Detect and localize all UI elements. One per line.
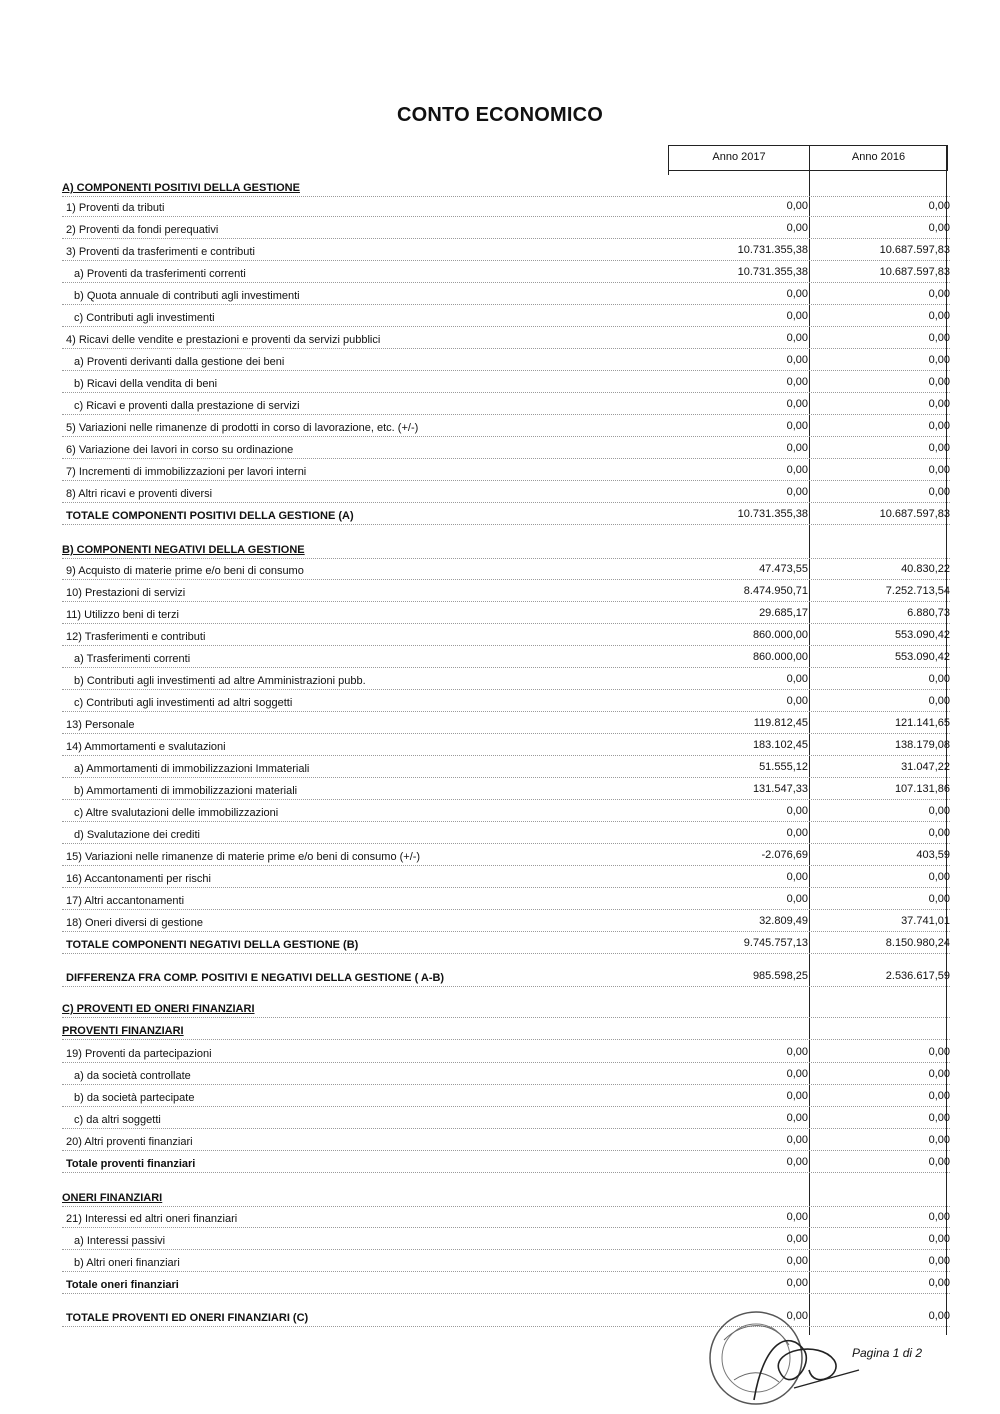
- total-row: [62, 1150, 950, 1173]
- row-label: Totale proventi finanziari: [66, 1158, 196, 1170]
- table-row: [62, 821, 950, 844]
- value-2017: 119.812,45: [753, 717, 808, 729]
- value-2017: 0,00: [786, 871, 808, 883]
- table-row: [62, 194, 950, 217]
- value-2016: 0,00: [928, 695, 950, 707]
- value-2016: 40.830,22: [901, 563, 950, 575]
- row-label: b) Ammortamenti di immobilizzazioni materiali: [74, 785, 298, 797]
- value-2017: 10.731.355,38: [737, 244, 808, 256]
- row-label: 11) Utilizzo beni di terzi: [66, 609, 179, 621]
- total-row: [62, 931, 950, 954]
- value-2016: 0,00: [928, 442, 950, 454]
- value-2016: 0,00: [928, 827, 950, 839]
- value-2017: 47.473,55: [759, 563, 808, 575]
- value-2017: 0,00: [786, 1090, 808, 1102]
- value-2017: 131.547,33: [752, 783, 808, 795]
- value-2017: 0,00: [786, 222, 808, 234]
- row-label: B) COMPONENTI NEGATIVI DELLA GESTIONE: [62, 544, 305, 556]
- value-2016: 553.090,42: [894, 629, 950, 641]
- table-row: [62, 689, 950, 712]
- value-2016: 0,00: [928, 398, 950, 410]
- value-2017: 0,00: [786, 1156, 808, 1168]
- row-label: Totale oneri finanziari: [66, 1279, 179, 1291]
- value-2017: 0,00: [786, 1134, 808, 1146]
- value-2016: 0,00: [928, 332, 950, 344]
- row-label: a) da società controllate: [74, 1070, 191, 1082]
- table-row: [62, 414, 950, 437]
- row-label: b) Quota annuale di contributi agli investimenti: [74, 290, 300, 302]
- table-row: [62, 326, 950, 349]
- value-2016: 0,00: [928, 1134, 950, 1146]
- value-2016: 553.090,42: [894, 651, 950, 663]
- value-2016: 0,00: [928, 288, 950, 300]
- value-2017: 0,00: [786, 288, 808, 300]
- value-2016: 31.047,22: [901, 761, 950, 773]
- value-2016: 0,00: [928, 1255, 950, 1267]
- value-2017: 0,00: [786, 827, 808, 839]
- row-label: 14) Ammortamenti e svalutazioni: [66, 741, 226, 753]
- value-2016: 0,00: [928, 464, 950, 476]
- row-label: 12) Trasferimenti e contributi: [66, 631, 206, 643]
- value-2017: 860.000,00: [752, 651, 808, 663]
- value-2016: 138.179,08: [894, 739, 950, 751]
- value-2017: 0,00: [786, 486, 808, 498]
- row-label: c) Altre svalutazioni delle immobilizzazioni: [74, 807, 279, 819]
- value-2016: 10.687.597,83: [879, 508, 950, 520]
- table-row: [62, 436, 950, 459]
- value-2017: 0,00: [786, 200, 808, 212]
- table-row: [62, 865, 950, 888]
- section-heading-row: [62, 995, 950, 1018]
- table-row: [62, 260, 950, 283]
- row-label: c) da altri soggetti: [74, 1114, 161, 1126]
- row-label: d) Svalutazione dei crediti: [74, 829, 200, 841]
- value-2016: 0,00: [928, 1090, 950, 1102]
- value-2016: 2.536.617,59: [885, 970, 950, 982]
- row-label: a) Interessi passivi: [74, 1235, 166, 1247]
- value-2016: 0,00: [928, 871, 950, 883]
- row-label: TOTALE COMPONENTI NEGATIVI DELLA GESTIONE (B): [66, 939, 359, 951]
- value-2017: 0,00: [786, 1277, 808, 1289]
- row-label: 1) Proventi da tributi: [66, 202, 165, 214]
- row-label: 20) Altri proventi finanziari: [66, 1136, 193, 1148]
- row-label: c) Ricavi e proventi dalla prestazione di servizi: [74, 400, 300, 412]
- row-label: 19) Proventi da partecipazioni: [66, 1048, 212, 1060]
- row-label: DIFFERENZA FRA COMP. POSITIVI E NEGATIVI DELLA GESTIONE ( A-B): [66, 972, 445, 984]
- row-label: 3) Proventi da trasferimenti e contributi: [66, 246, 255, 258]
- value-2016: 0,00: [928, 1046, 950, 1058]
- table-row: [62, 348, 950, 371]
- value-2017: 0,00: [786, 1255, 808, 1267]
- row-label: C) PROVENTI ED ONERI FINANZIARI: [62, 1003, 255, 1015]
- value-2016: 0,00: [928, 1211, 950, 1223]
- table-row: [62, 1205, 950, 1228]
- value-2017: 32.809,49: [759, 915, 808, 927]
- column-header-2017: Anno 2017: [712, 151, 766, 163]
- value-2016: 7.252.713,54: [885, 585, 950, 597]
- column-header-box: [668, 145, 948, 171]
- row-label: PROVENTI FINANZIARI: [62, 1025, 184, 1037]
- value-2017: 0,00: [786, 332, 808, 344]
- value-2017: 10.731.355,38: [737, 266, 808, 278]
- total-row: [62, 502, 950, 525]
- row-label: 5) Variazioni nelle rimanenze di prodotti in corso di lavorazione, etc. (+/-): [66, 422, 419, 434]
- value-2017: 0,00: [786, 310, 808, 322]
- row-label: 8) Altri ricavi e proventi diversi: [66, 488, 213, 500]
- table-row: [62, 216, 950, 239]
- value-2016: 0,00: [928, 200, 950, 212]
- row-label: b) Altri oneri finanziari: [74, 1257, 180, 1269]
- value-2016: 121.141,65: [894, 717, 950, 729]
- value-2016: 0,00: [928, 1277, 950, 1289]
- table-row: [62, 1040, 950, 1063]
- value-2016: 0,00: [928, 673, 950, 685]
- value-2017: 51.555,12: [759, 761, 808, 773]
- value-2017: 0,00: [786, 805, 808, 817]
- value-2016: 0,00: [928, 376, 950, 388]
- table-row: [62, 843, 950, 866]
- value-2017: 0,00: [786, 376, 808, 388]
- table-row: [62, 557, 950, 580]
- row-label: 17) Altri accantonamenti: [66, 895, 185, 907]
- value-2016: 0,00: [928, 1310, 950, 1322]
- section-heading-row: [62, 536, 950, 559]
- row-label: 6) Variazione dei lavori in corso su ordinazione: [66, 444, 294, 456]
- column-header-2016: Anno 2016: [851, 151, 906, 163]
- table-row: [62, 667, 950, 690]
- value-2016: 0,00: [928, 893, 950, 905]
- value-2016: 10.687.597,83: [879, 266, 950, 278]
- row-label: b) da società partecipate: [74, 1092, 195, 1104]
- value-2016: 403,59: [916, 849, 950, 861]
- value-2016: 0,00: [928, 354, 950, 366]
- value-2017: 0,00: [786, 695, 808, 707]
- table-row: [62, 601, 950, 624]
- row-label: A) COMPONENTI POSITIVI DELLA GESTIONE: [62, 182, 300, 194]
- section-heading-row: [62, 1184, 950, 1207]
- value-2017: 0,00: [786, 1310, 808, 1322]
- value-2016: 0,00: [928, 222, 950, 234]
- value-2017: 0,00: [786, 464, 808, 476]
- column-divider-left: [668, 145, 669, 175]
- row-label: TOTALE PROVENTI ED ONERI FINANZIARI (C): [66, 1312, 309, 1324]
- row-label: ONERI FINANZIARI: [62, 1192, 163, 1204]
- table-row: [62, 392, 950, 415]
- row-label: b) Contributi agli investimenti ad altre Amministrazioni pubb.: [74, 675, 366, 687]
- table-row: [62, 755, 950, 778]
- page-title: CONTO ECONOMICO: [397, 104, 603, 126]
- value-2017: 0,00: [786, 354, 808, 366]
- table-row: [62, 579, 950, 602]
- row-label: a) Ammortamenti di immobilizzazioni Immateriali: [74, 763, 310, 775]
- row-label: 10) Prestazioni di servizi: [66, 587, 186, 599]
- row-label: 9) Acquisto di materie prime e/o beni di consumo: [66, 565, 304, 577]
- total-row: [62, 964, 950, 987]
- value-2016: 37.741,01: [901, 915, 950, 927]
- value-2017: 0,00: [786, 1211, 808, 1223]
- value-2016: 0,00: [928, 310, 950, 322]
- value-2017: 0,00: [786, 893, 808, 905]
- row-label: c) Contributi agli investimenti ad altri soggetti: [74, 697, 293, 709]
- table-row: [62, 1249, 950, 1272]
- table-row: [62, 799, 950, 822]
- table-row: [62, 370, 950, 393]
- value-2017: 29.685,17: [759, 607, 808, 619]
- total-row: [62, 1271, 950, 1294]
- row-label: 15) Variazioni nelle rimanenze di materie prime e/o beni di consumo (+/-): [66, 851, 421, 863]
- value-2017: 0,00: [786, 673, 808, 685]
- value-2017: 0,00: [786, 1233, 808, 1245]
- section-heading-row: [62, 1017, 950, 1040]
- row-label: 21) Interessi ed altri oneri finanziari: [66, 1213, 238, 1225]
- row-label: 16) Accantonamenti per rischi: [66, 873, 211, 885]
- value-2016: 0,00: [928, 1233, 950, 1245]
- value-2017: 860.000,00: [752, 629, 808, 641]
- table-row: [62, 1062, 950, 1085]
- table-row: [62, 1084, 950, 1107]
- row-label: 2) Proventi da fondi perequativi: [66, 224, 219, 236]
- value-2016: 0,00: [928, 1156, 950, 1168]
- value-2016: 107.131,86: [894, 783, 950, 795]
- table-row: [62, 887, 950, 910]
- table-row: [62, 733, 950, 756]
- page-number: Pagina 1 di 2: [852, 1346, 923, 1360]
- row-label: 7) Incrementi di immobilizzazioni per lavori interni: [66, 466, 307, 478]
- value-2017: 10.731.355,38: [737, 508, 808, 520]
- table-row: [62, 645, 950, 668]
- value-2017: 8.474.950,71: [743, 585, 808, 597]
- value-2017: 9.745.757,13: [743, 937, 808, 949]
- value-2017: 985.598,25: [752, 970, 808, 982]
- table-row: [62, 1128, 950, 1151]
- value-2016: 8.150.980,24: [885, 937, 950, 949]
- value-2016: 0,00: [928, 486, 950, 498]
- row-label: a) Proventi da trasferimenti correnti: [74, 268, 246, 280]
- value-2017: 0,00: [786, 420, 808, 432]
- row-label: a) Trasferimenti correnti: [74, 653, 191, 665]
- table-row: [62, 909, 950, 932]
- row-label: 4) Ricavi delle vendite e prestazioni e proventi da servizi pubblici: [66, 334, 381, 346]
- value-2017: 0,00: [786, 398, 808, 410]
- value-2017: 0,00: [786, 1112, 808, 1124]
- table-row: [62, 777, 950, 800]
- table-row: [62, 1106, 950, 1129]
- value-2017: -2.076,69: [761, 849, 808, 861]
- row-label: 13) Personale: [66, 719, 135, 731]
- table-row: [62, 304, 950, 327]
- value-2016: 6.880,73: [907, 607, 950, 619]
- value-2017: 0,00: [786, 1068, 808, 1080]
- value-2016: 0,00: [928, 1112, 950, 1124]
- table-row: [62, 623, 950, 646]
- table-row: [62, 480, 950, 503]
- row-label: c) Contributi agli investimenti: [74, 312, 215, 324]
- row-label: b) Ricavi della vendita di beni: [74, 378, 218, 390]
- table-row: [62, 711, 950, 734]
- value-2016: 0,00: [928, 1068, 950, 1080]
- table-row: [62, 458, 950, 481]
- row-label: a) Proventi derivanti dalla gestione dei beni: [74, 356, 285, 368]
- stamp-signature-icon: [694, 1300, 864, 1410]
- row-label: 18) Oneri diversi di gestione: [66, 917, 203, 929]
- table-row: [62, 238, 950, 261]
- value-2016: 0,00: [928, 805, 950, 817]
- value-2017: 0,00: [786, 442, 808, 454]
- value-2017: 0,00: [786, 1046, 808, 1058]
- row-label: TOTALE COMPONENTI POSITIVI DELLA GESTIONE (A): [66, 510, 354, 522]
- value-2016: 10.687.597,83: [879, 244, 950, 256]
- table-row: [62, 1227, 950, 1250]
- table-row: [62, 282, 950, 305]
- value-2017: 183.102,45: [752, 739, 808, 751]
- value-2016: 0,00: [928, 420, 950, 432]
